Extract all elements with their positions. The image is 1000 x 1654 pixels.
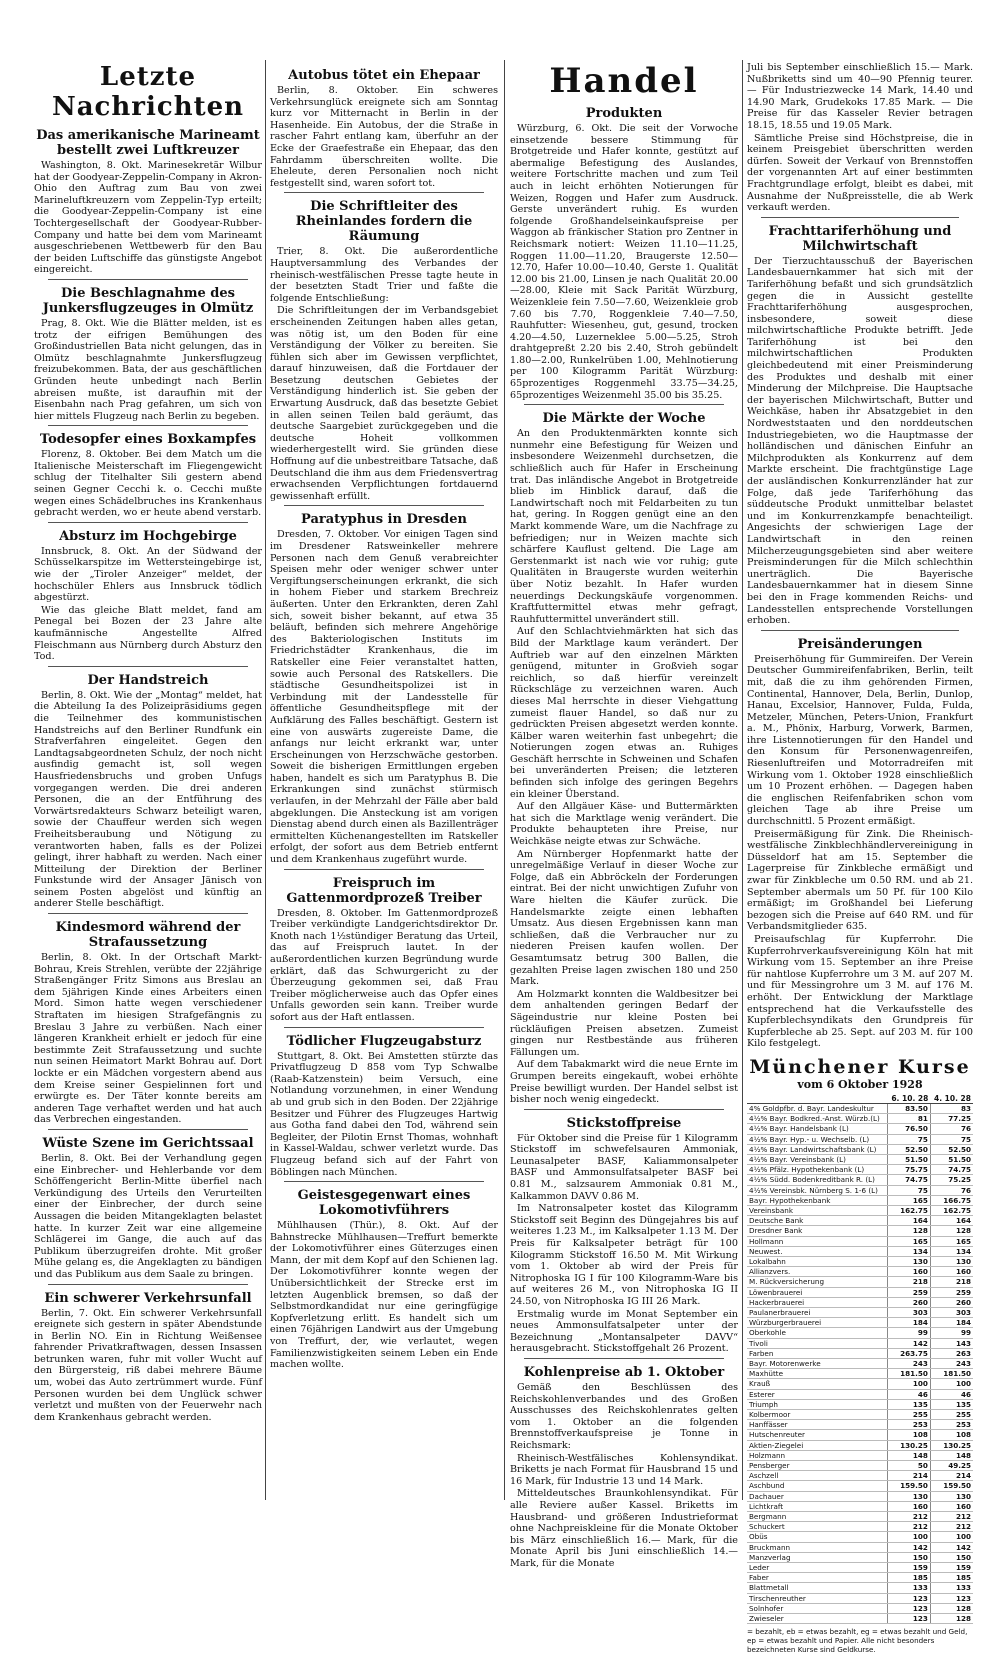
kurse-value: 160	[888, 1501, 931, 1511]
kurse-value: 135	[930, 1399, 973, 1409]
kurse-value: 74.75	[930, 1165, 973, 1175]
kurse-security-name: Würzburgerbrauerei	[747, 1318, 888, 1328]
headline: Stickstoffpreise	[566, 1115, 682, 1131]
table-row	[747, 1348, 973, 1358]
article-text: Florenz, 8. Oktober. Bei dem Match um die Italienische Meisterschaft im Fliegengewicht schlug der Titelhalter Sili gestern abend seinen Gegner Cecchi k. o. Cecchi mußte wegen eines Schädelbruches ins Krankenhaus gebracht werden, wo er heute abend verstarb.	[34, 449, 262, 519]
table-row	[747, 1389, 973, 1399]
kurse-value: 83.50	[888, 1103, 931, 1113]
kurse-value: 184	[930, 1318, 973, 1328]
table-row	[747, 1369, 973, 1379]
kurse-value: 128	[888, 1226, 931, 1236]
kurse-value: 164	[888, 1216, 931, 1226]
kurse-value: 142	[888, 1338, 931, 1348]
table-row	[747, 1318, 973, 1328]
kurse-security-name: Hackerbrauerei	[747, 1297, 888, 1307]
kurse-value: 263.75	[888, 1348, 931, 1358]
table-row	[747, 1267, 973, 1277]
kurse-value: 260	[930, 1297, 973, 1307]
kurse-value: 133	[930, 1583, 973, 1593]
table-row	[747, 1491, 973, 1501]
kurse-security-name: Aschbund	[747, 1481, 888, 1491]
kurse-value: 75	[888, 1134, 931, 1144]
article-text: Würzburg, 6. Okt. Die seit der Vorwoche einsetzende bessere Stimmung für Brotgetreide und Hafer konnte, gestützt auf abermalige Befestigung des Auslandes, weitere Fortschritte machen und zum Teil auch in leicht erhöhten Notierungen für Weizen, Roggen und Hafer zum Ausdruck. Gerste unverändert ruhig. Es wurden folgende Großhandelseinkaufspreise per Waggon ab fränkischer Station pro Zentner in Reichsmark notiert: Weizen 11.10—11.25, Roggen 11.00—11.20, Braugerste 12.50—12.70, Hafer 10.00—10.40, Gerste 1. Qualität 12.00 bis 21.00, Linsen je nach Qualität 20.00—28.00, Kleie mit Sack Parität Würzburg, Weizenkleie fein 7.50—7.60, Weizenkleie grob 7.60 bis 7.70, Roggenkleie 7.40—7.50, Rauhfutter: Wiesenheu, gut, gesund, trocken 4.20—4.50, Luzerneklee 5.00—5.25, Stroh drahtgepreßt 2.20 bis 2.40, Stroh gebündelt 1.80—2.00, Runkelrüben 1.00, Mehlnotierung per 100 Kilogramm Parität Würzburg: 65prozentiges Roggenmehl 33.75—34.25, 65prozentiges Weizenmehl 35.00 bis 35.25.	[510, 123, 738, 401]
table-row	[747, 1307, 973, 1317]
kurse-header-blank	[747, 1094, 888, 1104]
table-row	[747, 1165, 973, 1175]
kurse-value: 159	[930, 1563, 973, 1573]
article-text: Preisermäßigung für Zink. Die Rheinisch-westfälische Zinkblechhändlervereinigung in Düsseldorf hat am 15. September die Lagerpreise für Zinkbleche ermäßigt und zwar für Zinkbleche um 0.50 RM. und ab 21. September abermals um 50 Pf. für 100 Kilo ermäßigt; im Großhandel bei Lieferung bezogen sich die Preise auf 640 RM. und für Verbandsmitglieder 635.	[747, 828, 973, 933]
kurse-value: 253	[888, 1420, 931, 1430]
kurse-value: 100	[888, 1379, 931, 1389]
kurse-security-name: Blattmetall	[747, 1583, 888, 1593]
article-text: Im Natronsalpeter kostet das Kilogramm Stickstoff seit Beginn des Düngejahres bis auf weiteres 1.23 M., im Kalksalpeter 1.13 M. Der Preis für Kalksalpeter beträgt für 100 Kilogramm Stickstoff 16.50 M. Mit Wirkung vom 1. Oktober ab wird der Preis für Nitrophoska IG I für 100 Kilogramm-Ware bis auf weiteres 26 M., von Nitrophoska IG II 24.50, von Nitrophoska IG III 26 Mark.	[510, 1203, 738, 1307]
kurse-security-name: Hollmann	[747, 1236, 888, 1246]
headline: Die Beschlagnahme des Junkersflugzeuges in Olmütz	[42, 285, 254, 316]
column-rule	[504, 60, 505, 1500]
table-row	[747, 1461, 973, 1471]
masthead-handel: Handel	[549, 61, 699, 101]
column-rule	[265, 60, 266, 1500]
divider	[48, 425, 248, 426]
kurse-value: 181.50	[888, 1369, 931, 1379]
divider	[48, 522, 248, 523]
kurse-value: 214	[888, 1471, 931, 1481]
divider	[284, 192, 484, 193]
divider	[48, 1129, 248, 1130]
article-text: Der Tierzuchtausschuß der Bayerischen Landesbauernkammer hat sich mit der Tariferhöhung befaßt und sich grundsätzlich gegen die in Aussicht gestellte Frachttariferhöhung ausgesprochen, insbesondere, soweit diese milchwirtschaftliche Produkte betrifft. Jede Tariferhöhung ist bei den milchwirtschaftlichen Produkten gleichbedeutend mit einer Preisminderung des Produktes und deshalb mit einer Minderung der Milchpreise. Die Hauptsache der bayerischen Milchwirtschaft, Butter und Weichkäse, haben ihr Absatzgebiet in den Nordweststaaten und den norddeutschen Industriegebieten, wo die Hauptmasse der holländischen und dänischen Einfuhr an Milchprodukten als Konkurrenz auf dem Markte erscheint. Die frachtgünstige Lage der ausländischen Konkurrenzländer hat zur Folge, daß jede Tariferhöhung das süddeutsche Produkt unmittelbar belastet und im Konkurrenzkampfe benachteiligt. Angesichts der schwierigen Lage der Landwirtschaft in den reinen Milcherzeugungsgebieten sind aber weitere Preisminderungen für die Milch schlechthin unerträglich. Die Bayerische Landesbauernkammer hat in diesem Sinne bei den in Frage kommenden Reichs- und Landesstellen entsprechende Vorstellungen erhoben.	[747, 255, 973, 627]
article-text: Auf den Allgäuer Käse- und Buttermärkten hat sich die Marktlage wenig verändert. Die Produkte behaupteten ihre Preise, nur Weichkäse neigte etwas zur Schwäche.	[510, 801, 738, 848]
table-row	[747, 1277, 973, 1287]
kurse-value: 46	[888, 1389, 931, 1399]
table-row	[747, 1614, 973, 1624]
kurse-value: 303	[888, 1307, 931, 1317]
table-row	[747, 1593, 973, 1603]
column-markets	[747, 62, 973, 1654]
kurse-value: 159.50	[888, 1481, 931, 1491]
kurse-value: 76	[930, 1185, 973, 1195]
table-row	[747, 1450, 973, 1460]
kurse-security-name: Bayr. Hypothekenbank	[747, 1195, 888, 1205]
kurse-security-name: 4½% Bayr. Bodkred.-Anst. Würzb.(L)	[747, 1114, 888, 1124]
headline: Der Handstreich	[87, 672, 209, 688]
table-row	[747, 1471, 973, 1481]
kurse-value: 46	[930, 1389, 973, 1399]
kurse-value: 212	[930, 1522, 973, 1532]
kurse-security-name: Lokalbahn	[747, 1256, 888, 1266]
divider	[48, 913, 248, 914]
kurse-security-name: Hanffässer	[747, 1420, 888, 1430]
kurse-value: 100	[930, 1379, 973, 1389]
kurse-security-name: Schuckert	[747, 1522, 888, 1532]
kurse-value: 303	[930, 1307, 973, 1317]
table-row	[747, 1338, 973, 1348]
table-row	[747, 1603, 973, 1613]
article-text: Preisaufschlag für Kupferrohr. Die Kupferrohrverkaufsvereinigung Köln hat mit Wirkung vom 15. September an ihre Preise für nahtlose Kupferrohre um 3 M. auf 207 M. und für Messingrohre um 3 M. auf 176 M. erhöht. Der Entwicklung der Marktlage entsprechend hat die Verkaufsstelle des Kupferblechsyndikats den Grundpreis für Kupferbleche ab 25. Sept. auf 203 M. für 100 Kilo festgelegt.	[747, 933, 973, 1050]
table-row	[747, 1287, 973, 1297]
kurse-security-name: 4% Goldpfbr. d. Bayr. Landeskultur	[747, 1103, 888, 1113]
headline: Paratyphus in Dresden	[301, 512, 467, 528]
table-row	[747, 1256, 973, 1266]
kurse-value: 263	[930, 1348, 973, 1358]
masthead-letzte-nachrichten: Letzte Nachrichten	[51, 62, 245, 122]
kurse-value: 150	[888, 1552, 931, 1562]
table-row	[747, 1205, 973, 1215]
kurse-security-name: Hutschenreuter	[747, 1430, 888, 1440]
article-text: An den Produktenmärkten konnte sich nunmehr eine Befestigung für Weizen und insbesondere Weizenmehl durchsetzen, die schließlich auch für Hafer in Erscheinung trat. Das inländische Angebot in Brotgetreide blieb im Hinblick darauf, daß die Landwirtschaft noch mit Feldarbeiten zu tun hat, gering. In Roggen genügt eine an den Markt kommende Ware, um die Nachfrage zu befriedigen; nur in Weizen machte sich schärfere Kauflust geltend. Die Lage am Gerstenmarkt ist nach wie vor ruhig; gute Qualitäten in Braugerste wurden weiterhin über Notiz bezahlt. In Hafer wurden neuerdings Deckungskäufe vorgenommen. Kraftfuttermittel etwas mehr gefragt, Rauhfuttermittel unverändert still.	[510, 428, 738, 625]
headline: Tödlicher Flugzeugabsturz	[286, 1033, 482, 1049]
article-text: Stuttgart, 8. Okt. Bei Amstetten stürzte das Privatflugzeug D 858 vom Typ Schwalbe (Raab-Katzenstein) beim Versuch, eine Notlandung vorzunehmen, in einer Wendung ab und grub sich in den Boden. Der 22jährige Besitzer und Führer des Flugzeuges Hartwig aus Gotha fand dabei den Tod, während sein Begleiter, der Pilotin Ernst Thomas, wohnhaft in Kassel-Waldau, schwer verletzt wurde. Das Flugzeug befand sich auf der Fahrt von Böblingen nach München.	[270, 1050, 498, 1178]
kurse-value: 150	[930, 1552, 973, 1562]
kurse-security-name: Leder	[747, 1563, 888, 1573]
kurse-security-name: Oberkohle	[747, 1328, 888, 1338]
kurse-value: 128	[930, 1614, 973, 1624]
table-row	[747, 1399, 973, 1409]
kurse-value: 142	[888, 1542, 931, 1552]
table-row	[747, 1481, 973, 1491]
divider	[284, 869, 484, 870]
kurse-security-name: Triumph	[747, 1399, 888, 1409]
kurse-value: 134	[930, 1246, 973, 1256]
headline: Preisänderungen	[797, 636, 923, 652]
kurse-security-name: M. Rückversicherung	[747, 1277, 888, 1287]
table-row	[747, 1410, 973, 1420]
kurse-value: 130	[930, 1491, 973, 1501]
kurse-value: 130.25	[930, 1440, 973, 1450]
column-handel	[510, 61, 738, 1569]
kurse-value: 165	[888, 1195, 931, 1205]
kurse-value: 185	[888, 1573, 931, 1583]
article-text: Innsbruck, 8. Okt. An der Südwand der Schüsselkarspitze im Wettersteingebirge ist, wie der „Tiroler Anzeiger“ meldet, der hochschüler Ehlers aus Innsbruck tödlich abgestürzt.	[34, 545, 262, 604]
kurse-value: 255	[888, 1410, 931, 1420]
kurse-value: 162.75	[930, 1205, 973, 1215]
kurse-security-name: 4½% Pfälz. Hypothekenbank (L)	[747, 1165, 888, 1175]
table-row	[747, 1185, 973, 1195]
kurse-value: 100	[930, 1532, 973, 1542]
kurse-value: 51.50	[930, 1154, 973, 1164]
kurse-security-name: Manzverlag	[747, 1552, 888, 1562]
headline: Autobus tötet ein Ehepaar	[288, 68, 480, 83]
table-row	[747, 1328, 973, 1338]
kurse-security-name: Bruckmann	[747, 1542, 888, 1552]
table-row	[747, 1144, 973, 1154]
kurse-value: 77.25	[930, 1114, 973, 1124]
kurse-value: 160	[888, 1267, 931, 1277]
kurse-value: 143	[930, 1338, 973, 1348]
table-row	[747, 1216, 973, 1226]
kurse-value: 159.50	[930, 1481, 973, 1491]
kurse-value: 185	[930, 1573, 973, 1583]
kurse-security-name: Deutsche Bank	[747, 1216, 888, 1226]
headline: Ein schwerer Verkehrsunfall	[44, 1290, 252, 1306]
table-row	[747, 1114, 973, 1124]
kurse-value: 130	[930, 1256, 973, 1266]
article-text: Washington, 8. Okt. Marinesekretär Wilbur hat der Goodyear-Zeppelin-Company in Akron-Ohio den Auftrag zum Bau von zwei Marineluftkreuzern vom Zeppelin-Typ erteilt; die Goodyear-Zeppelin-Company ist eine Tochtergesellschaft der Goodyear-Rubber-Company und hatte bei dem vom Marineamt ausgeschriebenen Wettbewerb für den Bau der beiden Luftschiffe das günstigste Angebot eingereicht.	[34, 160, 262, 276]
table-row	[747, 1236, 973, 1246]
kurse-value: 218	[888, 1277, 931, 1287]
kurse-security-name: Farben	[747, 1348, 888, 1358]
column-letzte-nachrichten	[34, 62, 262, 1497]
kurse-value: 212	[930, 1512, 973, 1522]
kurse-value: 255	[930, 1410, 973, 1420]
divider	[761, 217, 959, 218]
table-row	[747, 1379, 973, 1389]
kurse-value: 253	[930, 1420, 973, 1430]
kurse-security-name: Krauß	[747, 1379, 888, 1389]
kurse-value: 83	[930, 1103, 973, 1113]
table-row	[747, 1552, 973, 1562]
article-text: Am Holzmarkt konnten die Waldbesitzer bei dem anhaltenden geringen Bedarf der Sägeindustrie nur kleine Posten bei rückläufigen Preisen absetzen. Zumeist gingen nur Restbestände aus früheren Fällungen um.	[510, 988, 738, 1058]
kurse-value: 160	[930, 1267, 973, 1277]
kurse-value: 181.50	[930, 1369, 973, 1379]
kurse-table	[747, 1094, 973, 1624]
kurse-value: 51.50	[888, 1154, 931, 1164]
kurse-value: 148	[888, 1450, 931, 1460]
table-row	[747, 1124, 973, 1134]
table-row	[747, 1542, 973, 1552]
table-row	[747, 1563, 973, 1573]
kurse-security-name: Holzmann	[747, 1450, 888, 1460]
kurse-value: 212	[888, 1512, 931, 1522]
article-text: Juli bis September einschließlich 15.— Mark. Nußbriketts sind um 40—90 Pfennig teurer. — Für Industriezwecke 14 Mark, 14.40 und 14.90 Mark, Grudekoks 17.85 Mark. — Die Preise für das Kasseler Revier betragen 18.15, 18.55 und 19.05 Mark.	[747, 62, 973, 131]
kurse-value: 130.25	[888, 1440, 931, 1450]
article-text: Trier, 8. Okt. Die außerordentliche Hauptversammlung des Verbandes der rheinisch-westfälischen Presse tagte heute in der besetzten Stadt Trier und faßte die folgende Entschließung:	[270, 246, 498, 304]
headline: Produkten	[585, 106, 663, 121]
divider	[284, 1181, 484, 1182]
headline: Frachttariferhöhung und Milchwirtschaft	[768, 223, 952, 254]
kurse-value: 123	[888, 1593, 931, 1603]
headline: Kohlenpreise ab 1. Oktober	[523, 1364, 725, 1380]
divider	[48, 666, 248, 667]
kurse-value: 100	[888, 1532, 931, 1542]
table-row	[747, 1573, 973, 1583]
kurse-security-name: Vereinsbank	[747, 1205, 888, 1215]
kurse-value: 76	[930, 1124, 973, 1134]
kurse-security-name: Löwenbrauerei	[747, 1287, 888, 1297]
article-text: Rheinisch-Westfälisches Kohlensyndikat. Briketts je nach Format für Hausbrand 15 und 16 Mark, für Industrie 13 und 14 Mark.	[510, 1452, 738, 1487]
kurse-security-name: Bayr. Motorenwerke	[747, 1358, 888, 1368]
kurse-security-name: 4½% Vereinsbk. Nürnberg S. 1-6 (L)	[747, 1185, 888, 1195]
kurse-value: 184	[888, 1318, 931, 1328]
kurse-value: 75.25	[930, 1175, 973, 1185]
kurse-value: 135	[888, 1399, 931, 1409]
article-text: Auf dem Tabakmarkt wird die neue Ernte im Grumpen bereits eingekauft, wobei erhöhte Preise bewilligt wurden. Der Handel selbst ist bisher noch wenig eingedeckt.	[510, 1059, 738, 1106]
article-text: Prag, 8. Okt. Wie die Blätter melden, ist es trotz der eifrigen Bemühungen des Großindustriellen Bata nicht gelungen, das in Olmütz beschlagnahmte Junkersflugzeug freizubekommen. Bata, der aus geschäftlichen Gründen heute unbedingt nach Berlin abreisen mußte, ist daraufhin mit der Eisenbahn nach Prag gefahren, um sich von hier mittels Flugzeug nach Berlin zu begeben.	[34, 317, 262, 422]
kurse-security-name: Esterer	[747, 1389, 888, 1399]
kurse-value: 142	[930, 1542, 973, 1552]
article-text: Berlin, 8. Okt. Bei der Verhandlung gegen eine Einbrecher- und Hehlerbande vor dem Schöffengericht Berlin-Mitte überfiel nach Verkündigung des Urteils den Verurteilten einer der Einbrecher, der durch seine Aussagen die beiden Mitangeklagten belastet hatte. In kurzer Zeit war eine allgemeine Schlägerei im Gange, die auch auf das Publikum überzugreifen drohte. Mit großer Mühe gelang es, die Angeklagten zu bändigen und das Publikum aus dem Saale zu bringen.	[34, 1152, 262, 1280]
headline: Geistesgegenwart eines Lokomotivführers	[297, 1188, 471, 1219]
headline: Wüste Szene im Gerichtssaal	[42, 1135, 254, 1151]
kurse-value: 212	[888, 1522, 931, 1532]
kurse-value: 128	[930, 1603, 973, 1613]
table-row	[747, 1297, 973, 1307]
kurse-value: 49.25	[930, 1461, 973, 1471]
kurse-value: 76.50	[888, 1124, 931, 1134]
kurse-value: 74.75	[888, 1175, 931, 1185]
divider	[284, 505, 484, 506]
kurse-value: 162.75	[888, 1205, 931, 1215]
kurse-value: 214	[930, 1471, 973, 1481]
headline: Kindesmord während der Strafaussetzung	[55, 920, 241, 951]
kurse-security-name: Maxhütte	[747, 1369, 888, 1379]
headline: Absturz im Hochgebirge	[59, 528, 237, 544]
headline: Freispruch im Gattenmordprozeß Treiber	[286, 875, 482, 906]
divider	[48, 1284, 248, 1285]
kurse-header-row	[747, 1094, 973, 1104]
kurse-security-name: Tivoli	[747, 1338, 888, 1348]
kurse-subtitle: vom 6 Oktober 1928	[797, 1077, 923, 1091]
kurse-value: 108	[888, 1430, 931, 1440]
kurse-value: 123	[930, 1593, 973, 1603]
table-row	[747, 1358, 973, 1368]
kurse-value: 75	[930, 1134, 973, 1144]
headline: Die Schriftleiter des Rheinlandes fordern die Räumung	[295, 199, 473, 245]
kurse-value: 259	[930, 1287, 973, 1297]
table-row	[747, 1195, 973, 1205]
kurse-security-name: Tirschenreuther	[747, 1593, 888, 1603]
article-text: Berlin, 8. Okt. Wie der „Montag“ meldet, hat die Abteilung Ia des Polizeipräsidiums gegen die Teilnehmer des kommunistischen Handstreichs auf den Berliner Rundfunk ein Strafverfahren eingeleitet. Gegen den Landtagsabgeordneten Schulz, der noch nicht ausfindig gemacht ist, soll wegen Hausfriedensbruchs und groben Unfugs vorgegangen werden. Die drei anderen Personen, die an der Entführung des Vorwärtsredakteurs Schwarz beteiligt waren, sowie der Chauffeur werden sich wegen Freiheitsberaubung und Nötigung zu verantworten haben, falls es der Polizei gelingt, ihrer habhaft zu werden. Nach einer Mitteilung der Direktion der Berliner Funkstunde wird der Ansager Jänisch von seinem Posten abgelöst und künftig an anderer Stelle beschäftigt.	[34, 689, 262, 910]
kurse-value: 260	[888, 1297, 931, 1307]
article-text: Die Schriftleitungen der im Verbandsgebiet erscheinenden Zeitungen haben alles getan, was nötig ist, um den Boden für eine Verständigung der Völker zu bereiten. Sie fühlen sich aber im Gewissen verpflichtet, darauf hinzuweisen, daß die Fortdauer der Besetzung deutschen Gebietes der Verständigung hinderlich ist. Sie geben der Erwartung Ausdruck, daß das besetzte Gebiet in allen seinen Teilen bald geräumt, das deutsche Saargebiet zurückgegeben und die deutsche Hoheit vollkommen wiederhergestellt wird. Sie gründen diese Hoffnung auf die unbestreitbare Tatsache, daß Deutschland die ihm aus dem Friedensvertrag erwachsenden Verpflichtungen fortdauernd gewissenhaft erfüllt.	[270, 305, 498, 502]
kurse-value: 166.75	[930, 1195, 973, 1205]
kurse-security-name: 4½% Bayr. Vereinsbank (L)	[747, 1154, 888, 1164]
kurse-value: 134	[888, 1246, 931, 1256]
article-text: Mitteldeutsches Braunkohlensyndikat. Für alle Reviere außer Kassel. Briketts im Hausbrand- und größeren Industrieformat ohne Nachpreiskleine für die Monate Oktober bis März einschließlich 16.— Mark, für die Monate April bis Juni einschließlich 14.— Mark, für die Monate	[510, 1488, 738, 1569]
article-text: Preiserhöhung für Gummireifen. Der Verein Deutscher Gummireifenfabriken, Berlin, teilt mit, daß die zu ihm gehörenden Firmen, Continental, Hannover, Dela, Berlin, Dunlop, Hanau, Excelsior, Hannover, Fulda, Fulda, Metzeler, München, Peters-Union, Frankfurt a. M., Phönix, Harburg, Vorwerk, Barmen, ihre Listennotierungen für den Handel und den Konsum für Personenwagenreifen, Riesenluftreifen und Motorradreifen mit Wirkung vom 1. Oktober 1928 einschließlich um 10 Prozent erhöhen. — Dagegen haben die englischen Reifenfabriken schon vom gleichen Tage ab ihre Preise um durchschnittl. 5 Prozent ermäßigt.	[747, 653, 973, 828]
kurse-security-name: Lichtkraft	[747, 1501, 888, 1511]
kurse-value: 160	[930, 1501, 973, 1511]
article-text: Erstmalig wurde im Monat September ein neues Ammonsulfatsalpeter unter der Bezeichnung „Montansalpeter DAVV“ herausgebracht. Stickstoffgehalt 26 Prozent.	[510, 1308, 738, 1355]
kurse-value: 50	[888, 1461, 931, 1471]
kurse-value: 130	[888, 1256, 931, 1266]
article-text: Berlin, 8. Oktober. Ein schweres Verkehrsunglück ereignete sich am Sonntag kurz vor Mitternacht in Berlin in der Hasenheide. Ein Autobus, der die Straße in rascher Fahrt entlang kam, überfuhr an der Ecke der Graefestraße ein Ehepaar, das den Fahrdamm überschreiten wollte. Die Eheleute, deren Personalien noch nicht festgestellt sind, waren sofort tot.	[270, 85, 498, 189]
kurse-value: 130	[888, 1491, 931, 1501]
kurse-value: 81	[888, 1114, 931, 1124]
article-text: Wie das gleiche Blatt meldet, fand am Penegal bei Bozen der 23 Jahre alte kaufmännische Angestellte Alfred Fleischmann aus Nürnberg durch Absturz den Tod.	[34, 604, 262, 663]
kurse-value: 99	[888, 1328, 931, 1338]
divider	[284, 1027, 484, 1028]
table-row	[747, 1440, 973, 1450]
table-row	[747, 1532, 973, 1542]
article-text: Sämtliche Preise sind Höchstpreise, die in keinem Preisgebiet überschritten werden dürfen. Soweit der Verkauf von Brennstoffen der vorgenannten Art auf einer bestimmten Frachtgrundlage erfolgt, bleibt es dabei, mit Ausnahme der Nußpreisstelle, die ab Werk verkauft werden.	[747, 132, 973, 214]
kurse-security-name: Obüs	[747, 1532, 888, 1542]
kurse-title: Münchener Kurse	[749, 1055, 971, 1078]
kurse-header-date: 6. 10. 28	[888, 1094, 931, 1104]
kurse-security-name: 4½% Südd. Bodenkreditbank R. (L)	[747, 1175, 888, 1185]
table-row	[747, 1103, 973, 1113]
kurse-security-name: Aktien-Ziegelei	[747, 1440, 888, 1450]
table-row	[747, 1134, 973, 1144]
divider	[524, 1358, 724, 1359]
table-row	[747, 1246, 973, 1256]
column-news-2	[270, 62, 498, 1497]
kurse-header-date: 4. 10. 28	[930, 1094, 973, 1104]
kurse-value: 123	[888, 1603, 931, 1613]
kurse-value: 243	[888, 1358, 931, 1368]
divider	[761, 630, 959, 631]
article-text: Dresden, 7. Oktober. Vor einigen Tagen sind im Dresdener Ratsweinkeller mehrere Personen nach dem Genuß verabreichter Speisen mehr oder weniger schwer unter Vergiftungserscheinungen erkrankt, die sich in hohem Fieber und starkem Brechreiz äußerten. Unter den Erkrankten, deren Zahl sich, soweit bisher bekannt, auf etwa 35 beläuft, befinden sich mehrere Angehörige des Bakteriologischen Instituts im Friedrichstädter Krankenhaus, die im Ratskeller eine Feier veranstaltet hatten, sowie auch Personal des Ratskellers. Die städtische Gesundheitspolizei ist in Verbindung mit der Landesstelle für öffentliche Gesundheitspflege mit der Aufklärung des Falles beschäftigt. Gestern ist eine von auswärts zugereiste Dame, die anfangs nur leicht erkrankt war, unter Erscheinungen von Herzschwäche gestorben. Soweit die bisherigen Ermittlungen ergeben haben, handelt es sich um Paratyphus B. Die Erkrankungen sind zunächst stürmisch verlaufen, in der Mehrzahl der Fälle aber bald abgeklungen. Die Ansteckung ist am vorigen Dienstag abend durch einen als Bazillenträger ermittelten Küchenangestellten im Ratskeller erfolgt, der sofort aus dem Betrieb entfernt und dem Krankenhaus zugeführt wurde.	[270, 529, 498, 866]
headline: Das amerikanische Marineamt bestellt zwei Luftkreuzer	[36, 128, 260, 158]
divider	[524, 1109, 724, 1110]
article-text: Auf den Schlachtviehmärkten hat sich das Bild der Marktlage kaum verändert. Der Auftrieb war auf den einzelnen Märkten genügend, mitunter in Großvieh sogar reichlich, so daß hierfür vereinzelt Rückschläge zu verzeichnen waren. Auch dieses Mal herrschte in dieser Viehgattung zumeist flauer Handel, so daß nur zu gedrückten Preisen abgesetzt werden konnte. Kälber waren weiterhin fast unbegehrt; die Notierungen zogen etwas an. Ruhiges Geschäft herrschte in Schweinen und Schafen bei unveränderten Preisen; die letzteren befinden sich infolge des geringen Begehrs ein kleiner Überstand.	[510, 626, 738, 800]
kurse-security-name: Aschzell	[747, 1471, 888, 1481]
kurse-security-name: Allianzvers.	[747, 1267, 888, 1277]
article-text: Dresden, 8. Oktober. Im Gattenmordprozeß Treiber verkündigte Landgerichtsdirektor Dr. Knoth nach 1½stündiger Beratung das Urteil, das auf Freispruch lautet. In der außerordentlichen kurzen Begründung wurde erklärt, daß das Schwurgericht zu der Überzeugung gekommen sei, daß Frau Treiber möglicherweise auch das Opfer eines Unfalls geworden sein kann. Treiber wurde sofort aus der Haft entlassen.	[270, 907, 498, 1023]
headline: Die Märkte der Woche	[542, 411, 706, 427]
kurse-value: 218	[930, 1277, 973, 1287]
kurse-security-name: 4½% Bayr. Hyp.- u. Wechselb. (L)	[747, 1134, 888, 1144]
kurse-value: 75	[888, 1185, 931, 1195]
divider	[48, 279, 248, 280]
table-row	[747, 1420, 973, 1430]
kurse-security-name: 4½% Bayr. Landwirtschaftsbank (L)	[747, 1144, 888, 1154]
kurse-value: 164	[930, 1216, 973, 1226]
kurse-security-name: Zwieseler	[747, 1614, 888, 1624]
kurse-value: 159	[888, 1563, 931, 1573]
table-row	[747, 1430, 973, 1440]
article-text: Für Oktober sind die Preise für 1 Kilogramm Stickstoff im schwefelsauren Ammoniak, Leunasalpeter BASF, Kaliammonsalpeter BASF und Ammonsulfatsalpeter BASF bei 0.81 M., salzsaurem Ammoniak 0.81 M., Kalkammon DAVV 0.86 M.	[510, 1132, 738, 1202]
kurse-footnote: = bezahlt, eb = etwas bezahlt, eg = etwas bezahlt und Geld, ep = etwas bezahlt und Papier. Alle nicht besonders bezeichneten Kurse sind Geldkurse.	[747, 1627, 968, 1654]
kurse-value: 99	[930, 1328, 973, 1338]
divider	[524, 404, 724, 405]
kurse-security-name: Bergmann	[747, 1512, 888, 1522]
kurse-security-name: Paulanerbrauerei	[747, 1307, 888, 1317]
headline: Todesopfer eines Boxkampfes	[39, 432, 257, 448]
column-rule	[742, 60, 743, 1500]
table-row	[747, 1175, 973, 1185]
kurse-value: 75.75	[888, 1165, 931, 1175]
table-row	[747, 1226, 973, 1236]
table-row	[747, 1501, 973, 1511]
kurse-value: 165	[888, 1236, 931, 1246]
kurse-value: 243	[930, 1358, 973, 1368]
kurse-security-name: Dachauer	[747, 1491, 888, 1501]
table-row	[747, 1154, 973, 1164]
kurse-security-name: Faber	[747, 1573, 888, 1583]
article-text: Berlin, 7. Okt. Ein schwerer Verkehrsunfall ereignete sich gestern in später Abendstunde in Berlin NO. Ein in Richtung Weißensee fahrender Privatkraftwagen, dessen Insassen betrunken waren, fuhr mit voller Wucht auf den Bürgersteig, riß dabei mehrere Bäume um, wobei das Auto zertrümmert wurde. Fünf Personen wurden bei dem Unglück schwer verletzt und mußten von der Feuerwehr nach dem Krankenhaus gebracht werden.	[34, 1307, 262, 1423]
kurse-security-name: Kolbermoor	[747, 1410, 888, 1420]
article-text: Gemäß den Beschlüssen des Reichskohlenverbandes und des Großen Ausschusses des Reichskohlenrates gelten vom 1. Oktober an die folgenden Brennstoffverkaufspreise je Tonne in Reichsmark:	[510, 1381, 738, 1451]
kurse-security-name: Solnhofer	[747, 1603, 888, 1613]
table-row	[747, 1522, 973, 1532]
kurse-value: 123	[888, 1614, 931, 1624]
kurse-value: 128	[930, 1226, 973, 1236]
article-text: Mühlhausen (Thür.), 8. Okt. Auf der Bahnstrecke Mühlhausen—Treffurt bemerkte der Lokomotivführer eines Güterzuges einen Mann, der mit dem Kopf auf den Schienen lag. Der Lokomotivführer konnte wegen der Unübersichtlichkeit der Strecke erst im letzten Augenblick bremsen, so daß der Selbstmordkandidat nur eine geringfügige Kopfverletzung erlitt. Es handelt sich um einen 76jährigen Landwirt aus der Umgebung von Treffurt, der, wie verlautet, wegen Familienzwistigkeiten seinem Leben ein Ende machen wollte.	[270, 1220, 498, 1371]
table-row	[747, 1512, 973, 1522]
article-text: Berlin, 8. Okt. In der Ortschaft Markt-Bohrau, Kreis Strehlen, verübte der 22jährige Straßengänger Fritz Simons aus Breslau an dem 5jährigen Kinde eines Arbeiters einen Mord. Simon hatte wegen verschiedener Straftaten im hiesigen Strafgefängnis zu Breslau 3 Jahre zu verbüßen. Nach einer längeren Krankheit erhielt er jedoch für eine bestimmte Zeit Strafaussetzung und suchte nun seinen Heimatort Markt Bohrau auf. Dort lockte er ein Mädchen vorgestern abend aus dem Kreise seiner Gespielinnen fort und erwürgte es. Der Täter konnte bereits am anderen Tage verhaftet werden und hat auch das Verbrechen eingestanden.	[34, 952, 262, 1126]
kurse-security-name: Neuwest.	[747, 1246, 888, 1256]
kurse-value: 108	[930, 1430, 973, 1440]
article-text: Am Nürnberger Hopfenmarkt hatte der unregelmäßige Verlauf in dieser Woche zur Folge, daß ein Abbröckeln der Forderungen eintrat. Bei der nicht unwichtigen Zufuhr von Ware hielten die Käufer zurück. Die Handelsmarkte zeigte einen lebhaften Umsatz. Aus diesen Ergebnissen kann man schließen, daß die Verbraucher nur zu niederen Preisen kaufen wollen. Der Gesamtumsatz betrug 300 Ballen, die gezahlten Preise lagen zwischen 180 und 250 Mark.	[510, 848, 738, 988]
kurse-security-name: Pensberger	[747, 1461, 888, 1471]
kurse-security-name: Dresdner Bank	[747, 1226, 888, 1236]
kurse-value: 259	[888, 1287, 931, 1297]
kurse-value: 133	[888, 1583, 931, 1593]
kurse-value: 52.50	[930, 1144, 973, 1154]
kurse-value: 165	[930, 1236, 973, 1246]
kurse-value: 52.50	[888, 1144, 931, 1154]
kurse-value: 148	[930, 1450, 973, 1460]
kurse-security-name: 4½% Bayr. Handelsbank (L)	[747, 1124, 888, 1134]
kurse-rows	[747, 1103, 973, 1623]
table-row	[747, 1583, 973, 1593]
